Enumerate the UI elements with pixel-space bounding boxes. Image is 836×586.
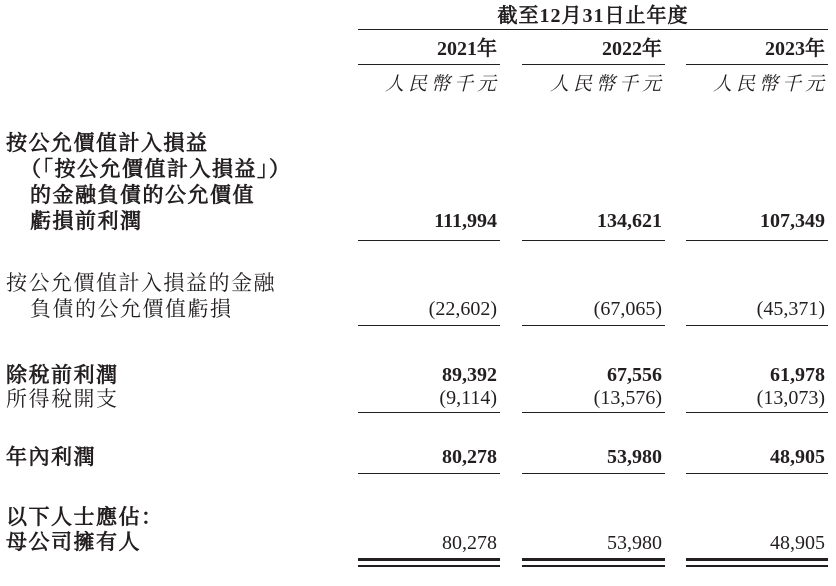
value-cell-2022: 134,621 xyxy=(522,208,665,241)
period-title: 截至12月31日止年度 xyxy=(358,5,828,30)
row-label: 年內利潤 xyxy=(6,446,96,469)
value-cell-2023: (45,371) xyxy=(686,296,828,326)
unit-label: 人民幣千元 xyxy=(384,74,500,95)
row-label xyxy=(6,271,358,326)
value-cell-2021: (22,602) xyxy=(358,296,500,326)
double-underline xyxy=(522,558,665,567)
value-cell-2023: 48,905 xyxy=(686,446,828,474)
year-header-2023: 2023年 xyxy=(686,30,828,65)
row-profit-before-tax xyxy=(6,364,836,387)
row-label xyxy=(6,131,358,241)
value-cell-2021: (9,114) xyxy=(358,387,500,413)
table-header-units xyxy=(6,65,836,95)
value-cell-2021: 80,278 xyxy=(358,446,500,474)
row-profit-for-year xyxy=(6,446,836,474)
row-fair-value-losses xyxy=(6,271,836,326)
row-owners-of-parent xyxy=(6,532,836,558)
value-cell-2021: 80,278 xyxy=(442,532,497,554)
row-label-line: 負債的公允價值虧損 xyxy=(30,298,233,321)
table-header-period xyxy=(6,5,836,30)
value-cell-2021: 89,392 xyxy=(442,364,497,386)
value-cell-2023: 107,349 xyxy=(686,208,828,241)
value-cell-2022: 53,980 xyxy=(522,446,665,474)
double-underline xyxy=(358,558,500,567)
value-cell-2021: 111,994 xyxy=(358,208,500,241)
total-double-rules xyxy=(6,558,836,567)
value-cell-2022: (13,576) xyxy=(522,387,665,413)
year-header-2022: 2022年 xyxy=(522,30,665,65)
unit-label: 人民幣千元 xyxy=(549,74,665,95)
value-cell-2023: (13,073) xyxy=(686,387,828,413)
table-header-years xyxy=(6,30,836,65)
row-income-tax-expense xyxy=(6,387,836,413)
year-header-2021: 2021年 xyxy=(358,30,500,65)
row-label-line: 按公允價值計入損益的金融 xyxy=(6,272,276,295)
value-cell-2023: 48,905 xyxy=(770,532,825,554)
row-label: 所得稅開支 xyxy=(6,388,119,411)
row-label-line: 的金融負債的公允價值 xyxy=(30,184,255,207)
row-label: 除稅前利潤 xyxy=(6,364,119,387)
double-underline xyxy=(686,558,828,567)
value-cell-2022: (67,065) xyxy=(522,296,665,326)
row-profit-before-fair-value-losses xyxy=(6,131,836,241)
row-label-line: （「按公允價值計入損益」） xyxy=(20,158,292,181)
row-attributable-heading xyxy=(6,506,836,529)
row-label-line: 按公允價值計入損益 xyxy=(6,132,209,155)
row-label: 以下人士應佔： xyxy=(6,506,164,529)
value-cell-2023: 61,978 xyxy=(770,364,825,386)
value-cell-2022: 67,556 xyxy=(607,364,662,386)
row-label: 母公司擁有人 xyxy=(6,531,141,554)
row-label-line: 虧損前利潤 xyxy=(30,210,143,233)
unit-label: 人民幣千元 xyxy=(712,74,828,95)
value-cell-2022: 53,980 xyxy=(607,532,662,554)
